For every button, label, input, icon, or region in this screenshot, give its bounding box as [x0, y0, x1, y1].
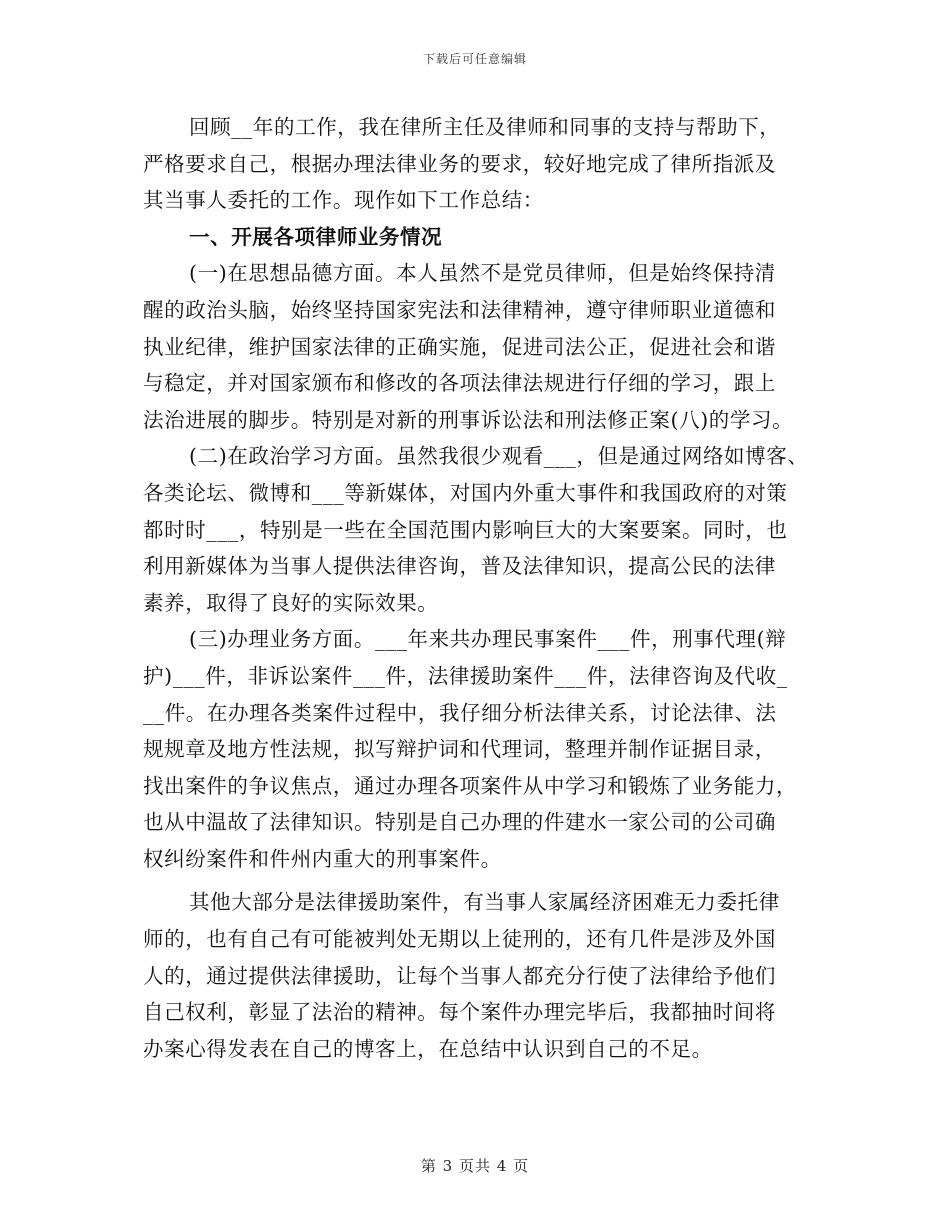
paragraph-1-line-3: 执业纪律，维护国家法律的正确实施，促进司法公正，促进社会和谐 — [143, 334, 776, 359]
document-body — [143, 109, 808, 1067]
paragraph-1-line-4: 与稳定，并对国家颁布和修改的各项法律法规进行仔细的学习，跟上 — [143, 371, 776, 396]
paragraph-4-line-3: 人的，通过提供法律援助，让每个当事人都充分行使了法律给予他们 — [143, 963, 776, 988]
paragraph-2-line-1: (二)在政治学习方面。虽然我很少观看___，但是通过网络如博客、 — [189, 444, 809, 469]
paragraph-3-line-6: 也从中温故了法律知识。特别是自己办理的件建水一家公司的公司确 — [143, 810, 776, 835]
paragraph-intro-line-3: 其当事人委托的工作。现作如下工作总结： — [143, 188, 544, 213]
paragraph-4-line-4: 自己权利，彰显了法治的精神。每个案件办理完毕后，我都抽时间将 — [143, 1000, 776, 1025]
page-header: 下载后可任意编辑 — [422, 52, 527, 66]
paragraph-2-line-3: 都时时___，特别是一些在全国范围内影响巨大的大案要案。同时，也 — [143, 517, 788, 542]
paragraph-4-line-5: 办案心得发表在自己的博客上，在总结中认识到自己的不足。 — [143, 1036, 713, 1061]
paragraph-intro-line-1: 回顾__年的工作，我在律所主任及律师和同事的支持与帮助下， — [189, 115, 781, 139]
paragraph-spacer — [143, 877, 808, 884]
paragraph-1-line-1: (一)在思想品德方面。本人虽然不是党员律师，但是始终保持清 — [189, 261, 776, 286]
paragraph-3-line-4: 规规章及地方性法规，拟写辩护词和代理词，整理并制作证据目录， — [143, 737, 776, 762]
paragraph-3-line-5: 找出案件的争议焦点，通过办理各项案件从中学习和锻炼了业务能力， — [143, 773, 798, 798]
paragraph-3-line-3: __件。在办理各类案件过程中，我仔细分析法律关系，讨论法律、法 — [143, 700, 777, 725]
paragraph-3-line-7: 权纠纷案件和件州内重大的刑事案件。 — [143, 846, 502, 871]
paragraph-3-line-2: 护)___件，非诉讼案件___件，法律援助案件___件，法律咨询及代收_ — [143, 663, 788, 688]
paragraph-2-line-5: 素养，取得了良好的实际效果。 — [143, 590, 439, 615]
paragraph-3-line-1: (三)办理业务方面。___年来共办理民事案件___件，刑事代理(辩 — [189, 627, 787, 652]
paragraph-1-line-5: 法治进展的脚步。特别是对新的刑事诉讼法和刑法修正案(八)的学习。 — [143, 407, 794, 432]
paragraph-1-line-2: 醒的政治头脑，始终坚持国家宪法和法律精神，遵守律师职业道德和 — [143, 297, 776, 322]
paragraph-2-line-2: 各类论坛、微博和___等新媒体，对国内外重大事件和我国政府的对策 — [143, 480, 788, 505]
paragraph-2-line-4: 利用新媒体为当事人提供法律咨询，普及法律知识，提高公民的法律 — [143, 554, 776, 579]
section-heading: 一、开展各项律师业务情况 — [189, 224, 443, 249]
paragraph-4-line-1: 其他大部分是法律援助案件，有当事人家属经济困难无力委托律 — [189, 890, 780, 915]
paragraph-4-line-2: 师的，也有自己有可能被判处无期以上徒刑的，还有几件是涉及外国 — [143, 927, 776, 952]
page-footer-page-number: 第 3 页共 4 页 — [420, 1157, 530, 1175]
paragraph-intro-line-2: 严格要求自己，根据办理法律业务的要求，较好地完成了律所指派及 — [143, 151, 776, 176]
